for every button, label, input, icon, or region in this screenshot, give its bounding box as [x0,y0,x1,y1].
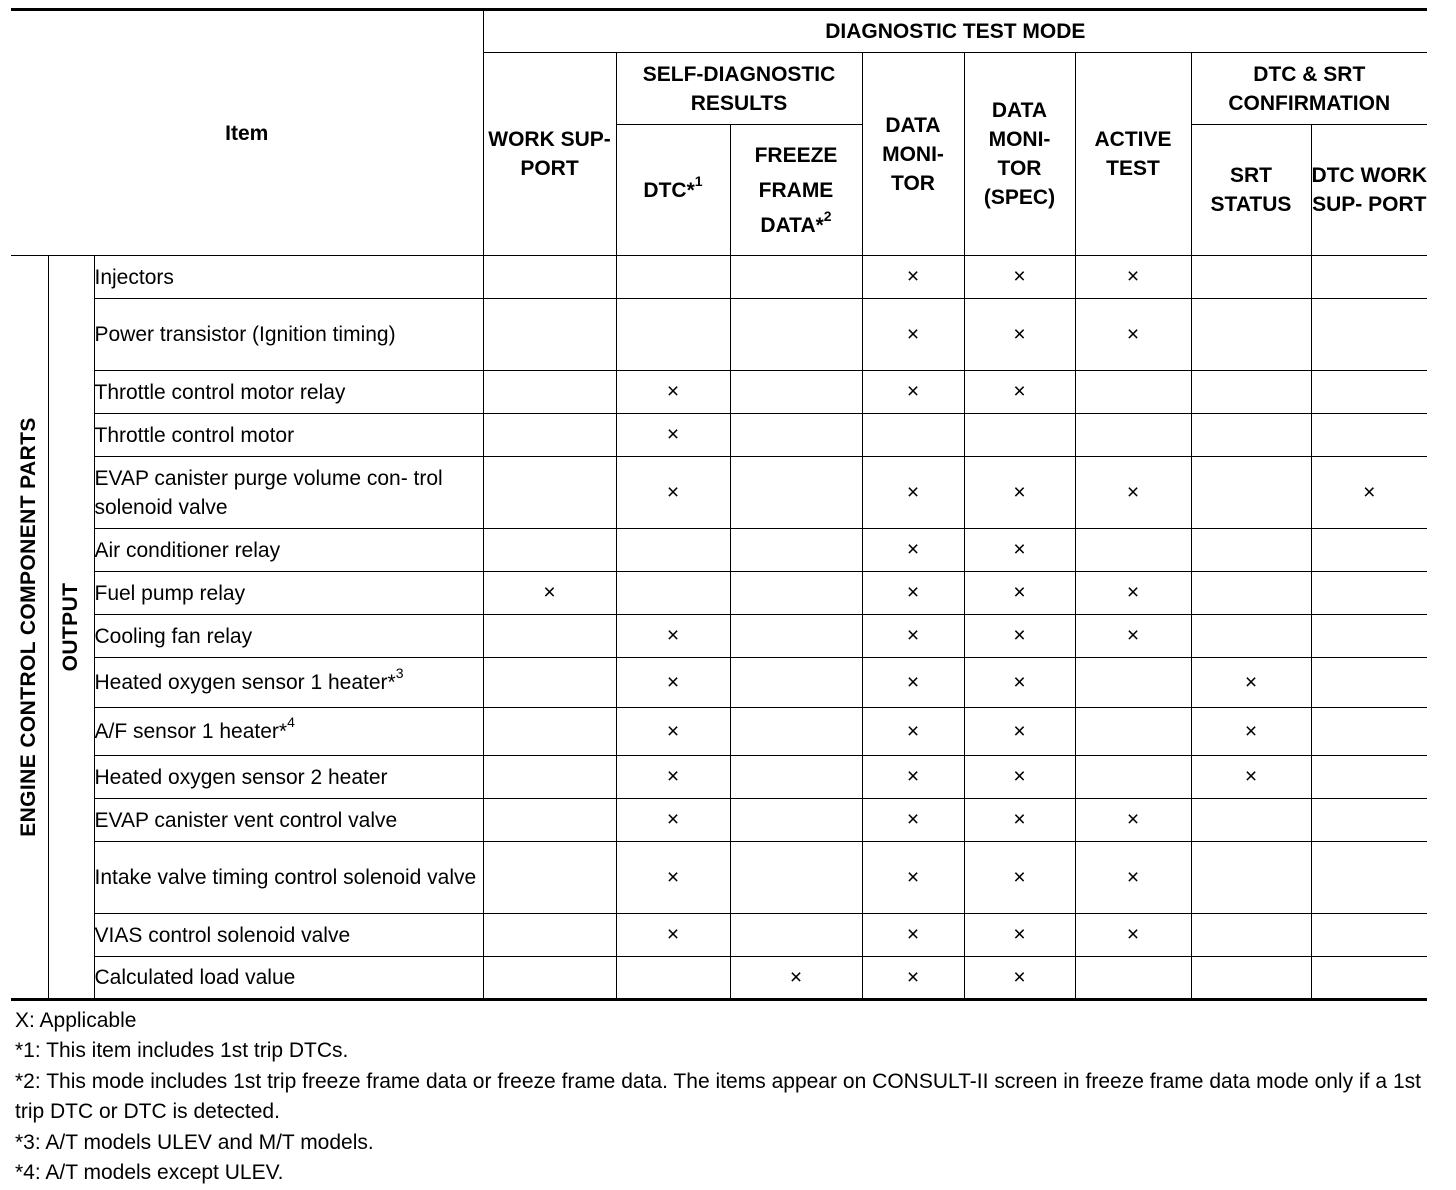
work-support-cell [483,299,616,371]
work-support-header: WORK SUP- PORT [483,53,616,256]
work-support-cell [483,708,616,756]
data-monitor-spec-cell: × [964,914,1075,957]
freeze-frame-data-cell [730,842,862,914]
work-support-cell [483,957,616,1000]
dtc-cell [616,256,730,299]
dtc-cell [616,299,730,371]
active-test-cell: × [1075,914,1191,957]
freeze-frame-data-cell [730,914,862,957]
work-support-cell [483,457,616,529]
dtc-cell: × [616,842,730,914]
freeze-frame-data-cell [730,256,862,299]
data-monitor-cell: × [862,658,964,708]
group-label-text: ENGINE CONTROL COMPONENT PARTS [17,417,41,837]
dtc-work-support-cell: × [1311,457,1427,529]
item-label: Power transistor (Ignition timing) [94,299,483,371]
table-row [11,914,1427,957]
data-monitor-spec-cell: × [964,957,1075,1000]
srt-status-cell [1191,414,1311,457]
srt-status-cell [1191,615,1311,658]
dtc-cell: × [616,414,730,457]
footnote: *4: A/T models except ULEV. [15,1161,284,1185]
freeze-frame-data-header: FREEZE FRAME DATA*$^2$ [730,125,862,256]
work-support-cell [483,615,616,658]
table-row [11,799,1427,842]
data-monitor-cell: × [862,842,964,914]
table-row [11,457,1427,529]
table-row [11,256,1427,299]
active-test-cell: × [1075,615,1191,658]
data-monitor-spec-cell: × [964,708,1075,756]
freeze-frame-data-cell [730,572,862,615]
table-row [11,299,1427,371]
active-test-cell [1075,708,1191,756]
data-monitor-spec-cell: × [964,371,1075,414]
data-monitor-cell: × [862,529,964,572]
dtc-header: DTC*$^1$ [616,125,730,256]
data-monitor-cell: × [862,615,964,658]
data-monitor-spec-cell: × [964,799,1075,842]
dtc-work-support-cell [1311,658,1427,708]
data-monitor-spec-cell: × [964,256,1075,299]
active-test-header: ACTIVE TEST [1075,53,1191,256]
dtc-work-support-cell [1311,371,1427,414]
dtc-work-support-cell [1311,299,1427,371]
active-test-cell [1075,414,1191,457]
freeze-frame-data-cell [730,299,862,371]
footnotes [15,1006,1421,1188]
work-support-cell [483,414,616,457]
item-label: Calculated load value [94,957,483,1000]
table-row [11,371,1427,414]
data-monitor-cell: × [862,756,964,799]
dtc-work-support-header: DTC WORK SUP- PORT [1311,125,1427,256]
work-support-cell [483,842,616,914]
dtc-work-support-cell [1311,414,1427,457]
data-monitor-cell: × [862,957,964,1000]
dtc-work-support-cell [1311,572,1427,615]
table-row [11,414,1427,457]
output-label [48,256,94,1000]
data-monitor-spec-cell: × [964,756,1075,799]
table-row [11,842,1427,914]
table-row [11,957,1427,1000]
freeze-frame-data-cell [730,457,862,529]
srt-status-cell [1191,256,1311,299]
srt-status-cell: × [1191,708,1311,756]
data-monitor-spec-cell [964,414,1075,457]
item-label: Cooling fan relay [94,615,483,658]
active-test-cell [1075,658,1191,708]
srt-status-cell: × [1191,756,1311,799]
data-monitor-spec-cell: × [964,299,1075,371]
table-row [11,615,1427,658]
srt-status-cell [1191,842,1311,914]
dtc-work-support-cell [1311,756,1427,799]
footnote: *1: This item includes 1st trip DTCs. [15,1039,349,1063]
dtc-work-support-cell [1311,256,1427,299]
work-support-cell [483,799,616,842]
item-label: Injectors [94,256,483,299]
freeze-frame-data-cell [730,371,862,414]
dtc-work-support-cell [1311,957,1427,1000]
dtc-cell: × [616,615,730,658]
srt-status-cell [1191,799,1311,842]
item-label: VIAS control solenoid valve [94,914,483,957]
table-row [11,708,1427,756]
active-test-cell: × [1075,842,1191,914]
data-monitor-header: DATA MONI- TOR [862,53,964,256]
active-test-cell: × [1075,299,1191,371]
work-support-cell [483,371,616,414]
freeze-frame-data-cell [730,658,862,708]
srt-status-cell [1191,529,1311,572]
data-monitor-cell: × [862,572,964,615]
freeze-frame-data-cell: × [730,957,862,1000]
item-label: Throttle control motor relay [94,371,483,414]
diagnostic-mode-table [11,8,1427,1001]
dtc-work-support-cell [1311,615,1427,658]
data-monitor-spec-cell: × [964,658,1075,708]
item-label: Heated oxygen sensor 2 heater [94,756,483,799]
data-monitor-cell: × [862,457,964,529]
footnote: *3: A/T models ULEV and M/T models. [15,1130,374,1154]
dtc-cell: × [616,799,730,842]
dtc-cell: × [616,371,730,414]
table-row [11,756,1427,799]
active-test-cell: × [1075,256,1191,299]
data-monitor-cell: × [862,708,964,756]
freeze-frame-data-cell [730,708,862,756]
freeze-frame-data-cell [730,529,862,572]
item-label: Fuel pump relay [94,572,483,615]
data-monitor-cell: × [862,799,964,842]
dtc-cell: × [616,756,730,799]
subgroup-label-text: OUTPUT [59,582,82,672]
dtc-cell: × [616,658,730,708]
data-monitor-spec-cell: × [964,529,1075,572]
active-test-cell: × [1075,572,1191,615]
item-header: Item [11,10,483,256]
data-monitor-cell [862,414,964,457]
dtc-srt-confirmation-header: DTC & SRT CONFIRMATION [1191,53,1427,125]
work-support-cell [483,756,616,799]
dtc-work-support-cell [1311,529,1427,572]
active-test-cell: × [1075,457,1191,529]
dtc-cell [616,572,730,615]
active-test-cell [1075,529,1191,572]
data-monitor-cell: × [862,299,964,371]
freeze-frame-data-cell [730,756,862,799]
footnote: *2: This mode includes 1st trip freeze frame data or freeze frame data. The items appear on CONSULT-II screen in freeze frame data mode only if a 1st trip DTC or DTC is detected. [15,1069,1421,1124]
active-test-cell [1075,756,1191,799]
work-support-cell [483,658,616,708]
srt-status-cell [1191,572,1311,615]
footnote: X: Applicable [15,1009,137,1032]
active-test-cell: × [1075,799,1191,842]
table-row [11,658,1427,708]
item-label: EVAP canister purge volume con- trol solenoid valve [94,457,483,529]
self-diagnostic-results-header: SELF-DIAGNOSTIC RESULTS [616,53,862,125]
data-monitor-cell: × [862,256,964,299]
engine-control-component-parts-label [11,256,48,1000]
data-monitor-cell: × [862,914,964,957]
data-monitor-cell: × [862,371,964,414]
srt-status-header: SRT STATUS [1191,125,1311,256]
srt-status-cell [1191,457,1311,529]
item-label: Throttle control motor [94,414,483,457]
work-support-cell [483,256,616,299]
srt-status-cell: × [1191,658,1311,708]
freeze-frame-data-cell [730,799,862,842]
srt-status-cell [1191,957,1311,1000]
item-label: EVAP canister vent control valve [94,799,483,842]
srt-status-cell [1191,299,1311,371]
work-support-cell: × [483,572,616,615]
table-row [11,529,1427,572]
data-monitor-spec-cell: × [964,615,1075,658]
freeze-frame-data-cell [730,414,862,457]
srt-status-cell [1191,371,1311,414]
item-label: A/F sensor 1 heater*$^4$ [94,708,483,756]
freeze-frame-data-cell [730,615,862,658]
data-monitor-spec-cell: × [964,572,1075,615]
item-label: Heated oxygen sensor 1 heater*$^3$ [94,658,483,708]
dtc-cell: × [616,457,730,529]
dtc-work-support-cell [1311,708,1427,756]
work-support-cell [483,914,616,957]
data-monitor-spec-cell: × [964,842,1075,914]
dtc-cell: × [616,914,730,957]
diagnostic-test-mode-header: DIAGNOSTIC TEST MODE [483,10,1427,53]
dtc-work-support-cell [1311,799,1427,842]
active-test-cell [1075,957,1191,1000]
dtc-cell [616,957,730,1000]
item-label: Intake valve timing control solenoid valve [94,842,483,914]
work-support-cell [483,529,616,572]
srt-status-cell [1191,914,1311,957]
active-test-cell [1075,371,1191,414]
dtc-work-support-cell [1311,842,1427,914]
dtc-cell: × [616,708,730,756]
data-monitor-spec-cell: × [964,457,1075,529]
table-row [11,572,1427,615]
item-label: Air conditioner relay [94,529,483,572]
data-monitor-spec-header: DATA MONI- TOR (SPEC) [964,53,1075,256]
dtc-cell [616,529,730,572]
dtc-work-support-cell [1311,914,1427,957]
